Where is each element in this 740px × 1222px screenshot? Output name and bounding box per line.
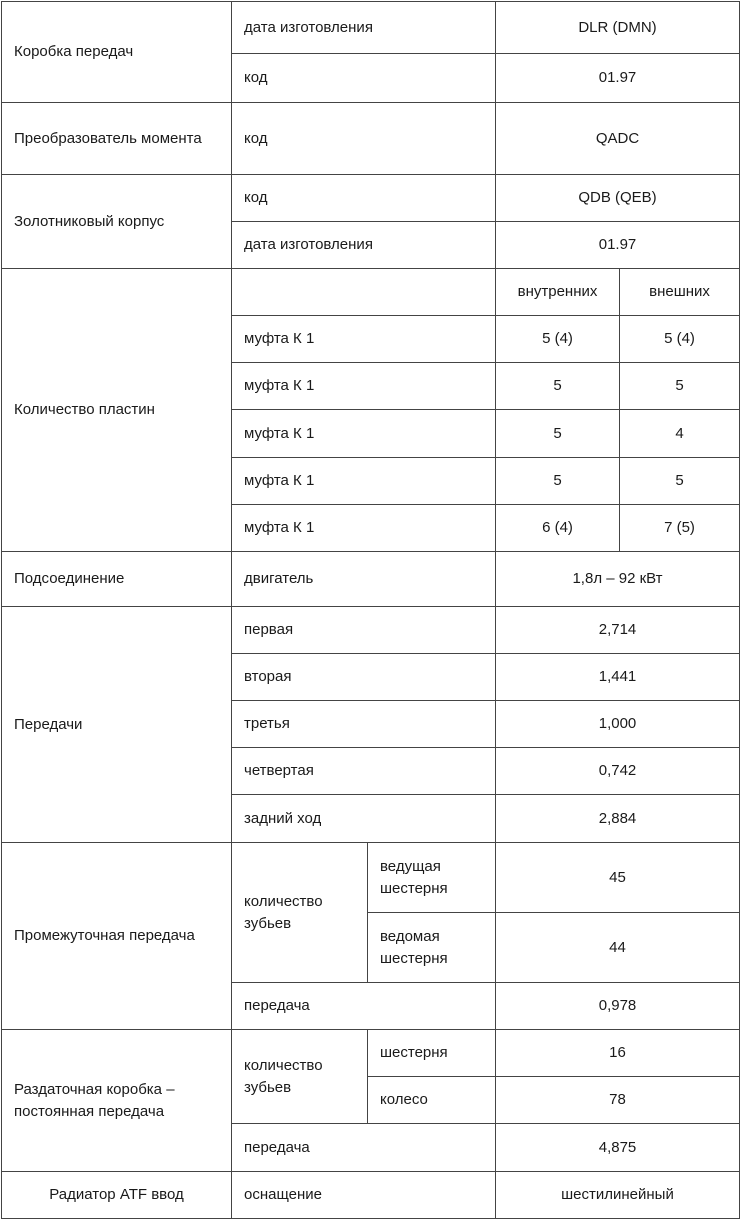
connection-value: 1,8л – 92 кВт (496, 552, 740, 607)
transfer-ratio-label: передача (232, 1124, 496, 1172)
plates-col-inner: внутренних (496, 269, 620, 316)
table-row (2, 175, 740, 222)
clutch-name: муфта К 1 (232, 410, 496, 458)
valve-body-code-label: код (232, 175, 496, 222)
intermediate-teeth-label: количество зубьев (232, 843, 368, 983)
gear-value: 2,884 (496, 795, 740, 843)
table-row (2, 1172, 740, 1219)
gearbox-date-value: DLR (DMN) (496, 2, 740, 54)
clutch-name: муфта К 1 (232, 505, 496, 552)
plates-label: Количество пластин (2, 269, 232, 552)
clutch-inner: 6 (4) (496, 505, 620, 552)
clutch-inner: 5 (4) (496, 316, 620, 363)
clutch-outer: 5 (4) (620, 316, 740, 363)
transfer-pinion-label: шестерня (368, 1030, 496, 1077)
gearbox-code-label: код (232, 54, 496, 103)
plates-header-empty (232, 269, 496, 316)
gear-name: четвертая (232, 748, 496, 795)
table-row (2, 552, 740, 607)
table-row (2, 843, 740, 913)
gear-name: третья (232, 701, 496, 748)
transfer-label: Раздаточная коробка – постоянная передача (2, 1030, 232, 1172)
plates-col-outer: внешних (620, 269, 740, 316)
clutch-outer: 5 (620, 458, 740, 505)
intermediate-ratio-value: 0,978 (496, 983, 740, 1030)
table-row (2, 1030, 740, 1077)
clutch-name: муфта К 1 (232, 316, 496, 363)
intermediate-ratio-label: передача (232, 983, 496, 1030)
valve-body-code-value: QDB (QEB) (496, 175, 740, 222)
gear-value: 1,441 (496, 654, 740, 701)
connection-label: Подсоединение (2, 552, 232, 607)
gearbox-code-value: 01.97 (496, 54, 740, 103)
clutch-outer: 4 (620, 410, 740, 458)
gear-name: задний ход (232, 795, 496, 843)
gearbox-label: Коробка передач (2, 2, 232, 103)
clutch-inner: 5 (496, 458, 620, 505)
table-row (2, 103, 740, 175)
intermediate-driven-label: ведомая шестерня (368, 913, 496, 983)
gear-value: 0,742 (496, 748, 740, 795)
clutch-inner: 5 (496, 410, 620, 458)
clutch-name: муфта К 1 (232, 458, 496, 505)
clutch-outer: 7 (5) (620, 505, 740, 552)
gears-label: Передачи (2, 607, 232, 843)
spec-table (1, 1, 740, 1219)
transfer-wheel-value: 78 (496, 1077, 740, 1124)
transfer-pinion-value: 16 (496, 1030, 740, 1077)
radiator-value: шестилинейный (496, 1172, 740, 1219)
clutch-inner: 5 (496, 363, 620, 410)
table-row (2, 269, 740, 316)
clutch-outer: 5 (620, 363, 740, 410)
valve-body-date-label: дата изготовления (232, 222, 496, 269)
intermediate-driven-value: 44 (496, 913, 740, 983)
valve-body-date-value: 01.97 (496, 222, 740, 269)
intermediate-label: Промежуточная передача (2, 843, 232, 1030)
gear-name: первая (232, 607, 496, 654)
transfer-wheel-label: колесо (368, 1077, 496, 1124)
converter-code-label: код (232, 103, 496, 175)
gear-name: вторая (232, 654, 496, 701)
connection-sub-label: двигатель (232, 552, 496, 607)
gear-value: 2,714 (496, 607, 740, 654)
radiator-sub-label: оснащение (232, 1172, 496, 1219)
transfer-ratio-value: 4,875 (496, 1124, 740, 1172)
clutch-name: муфта К 1 (232, 363, 496, 410)
table-row (2, 607, 740, 654)
radiator-label: Радиатор ATF ввод (2, 1172, 232, 1219)
gearbox-date-label: дата изготовления (232, 2, 496, 54)
gear-value: 1,000 (496, 701, 740, 748)
intermediate-drive-value: 45 (496, 843, 740, 913)
valve-body-label: Золотниковый корпус (2, 175, 232, 269)
converter-code-value: QADC (496, 103, 740, 175)
transfer-teeth-label: количество зубьев (232, 1030, 368, 1124)
intermediate-drive-label: ведущая шестерня (368, 843, 496, 913)
converter-label: Преобразователь момента (2, 103, 232, 175)
table-row (2, 2, 740, 54)
